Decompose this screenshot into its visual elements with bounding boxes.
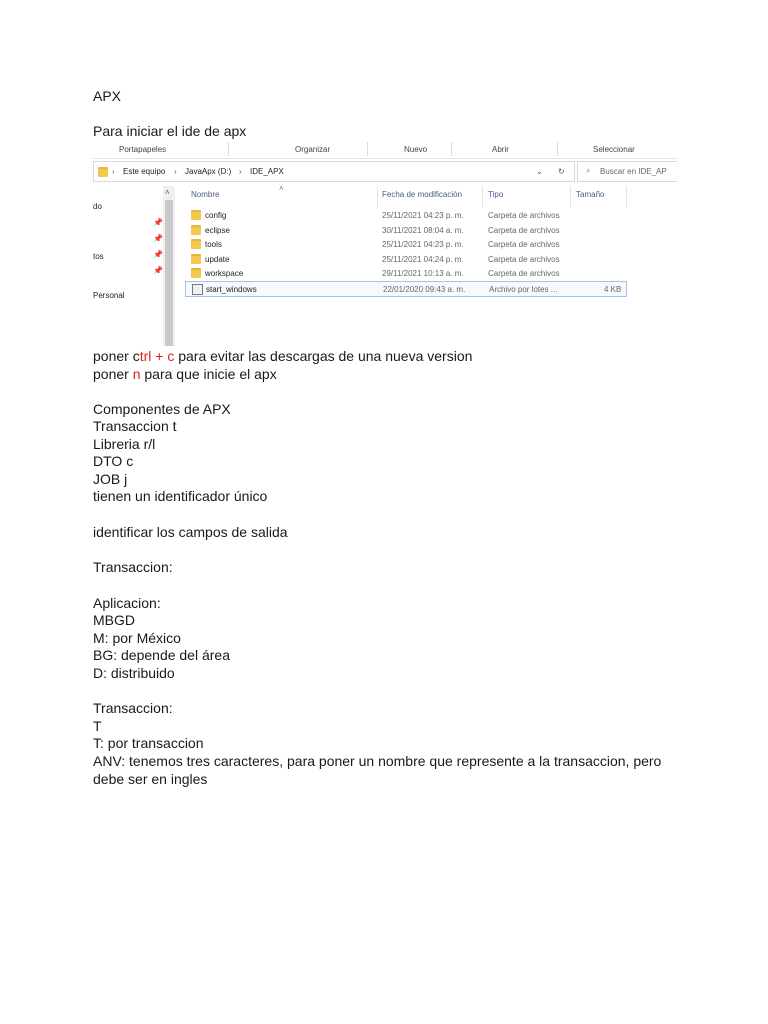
n-text-a: poner: [93, 366, 133, 382]
file-row[interactable]: [185, 223, 625, 237]
pin-icon: 📌: [153, 266, 163, 275]
search-input[interactable]: Buscar en IDE_AP: [600, 167, 667, 176]
file-date: 25/11/2021 04:23 p. m.: [382, 211, 464, 220]
file-name: workspace: [205, 269, 244, 279]
breadcrumb-javaapx[interactable]: JavaApx (D:): [185, 167, 232, 176]
scroll-up-icon[interactable]: ˄: [165, 188, 170, 197]
n-instruction: [93, 366, 277, 383]
column-header-nombre[interactable]: Nombre: [191, 190, 220, 199]
file-date: 25/11/2021 04:24 p. m.: [382, 254, 464, 264]
ctrl-c-instruction: [93, 348, 472, 365]
file-type: Archivo por lotes ...: [489, 285, 558, 294]
file-type: Carpeta de archivos: [488, 211, 560, 220]
file-row[interactable]: [185, 281, 627, 297]
transaccion-line: T: [93, 718, 102, 734]
ribbon-group-seleccionar[interactable]: Seleccionar: [593, 145, 635, 154]
transaccion-line: debe ser en ingles: [93, 771, 208, 787]
file-name: update: [205, 254, 230, 264]
file-row[interactable]: [185, 208, 625, 222]
file-name: start_windows: [206, 285, 257, 294]
file-date: 25/11/2021 04:23 p. m.: [382, 240, 464, 250]
componente-item: DTO c: [93, 453, 134, 469]
componentes-heading: Componentes de APX: [93, 401, 231, 417]
nav-item[interactable]: tos: [93, 252, 104, 261]
n-text-highlight: n: [132, 366, 141, 382]
refresh-icon[interactable]: ↻: [558, 167, 565, 176]
chevron-right-icon: ›: [112, 167, 115, 176]
sort-up-icon: ˄: [279, 184, 284, 193]
file-row[interactable]: [185, 252, 625, 266]
breadcrumb-este-equipo[interactable]: Este equipo: [123, 167, 166, 176]
address-bar[interactable]: [93, 161, 575, 182]
file-type: Carpeta de archivos: [488, 225, 560, 235]
transaccion-heading-2: Transaccion:: [93, 700, 173, 716]
folder-icon: [98, 167, 108, 177]
aplicacion-line: MBGD: [93, 612, 135, 628]
aplicacion-line: M: por México: [93, 630, 181, 646]
pin-icon: 📌: [153, 234, 163, 243]
file-name: config: [205, 211, 227, 220]
chevron-right-icon: ›: [239, 167, 242, 176]
file-size: 4 KB: [604, 285, 622, 294]
ribbon-group-portapapeles[interactable]: Portapapeles: [119, 145, 167, 154]
aplicacion-line: BG: depende del área: [93, 647, 230, 663]
ribbon-group-nuevo[interactable]: Nuevo: [404, 145, 428, 154]
n-text-c: para que inicie el apx: [140, 366, 277, 382]
column-header-tamano[interactable]: Tamaño: [576, 190, 605, 199]
file-type: Carpeta de archivos: [488, 269, 560, 279]
pin-icon: 📌: [153, 250, 163, 259]
nav-scrollbar[interactable]: [163, 186, 175, 346]
componente-item: Transaccion t: [93, 418, 177, 434]
transaccion-heading-1: Transaccion:: [93, 559, 173, 575]
componente-item: Libreria r/l: [93, 436, 156, 452]
column-header-tipo[interactable]: Tipo: [488, 190, 504, 199]
folder-icon: [191, 268, 201, 280]
ribbon: [93, 140, 677, 159]
search-box[interactable]: [577, 161, 677, 182]
scrollbar-thumb[interactable]: [165, 200, 173, 346]
folder-icon: [191, 210, 201, 222]
file-type: Carpeta de archivos: [488, 240, 560, 250]
transaccion-line: ANV: tenemos tres caracteres, para poner un nombre que represente a la transaccion, pero: [93, 753, 662, 769]
aplicacion-heading: Aplicacion:: [93, 595, 161, 611]
nav-item[interactable]: do: [93, 202, 102, 211]
folder-icon: [191, 225, 201, 237]
ctrl-c-text-c: para evitar las descargas de una nueva version: [174, 348, 473, 364]
pin-icon: 📌: [153, 218, 163, 227]
file-row[interactable]: [185, 266, 625, 280]
chevron-down-icon[interactable]: ⌄: [536, 167, 543, 176]
file-date: 30/11/2021 08:04 a. m.: [382, 225, 464, 235]
column-header-fecha[interactable]: Fecha de modificación: [382, 190, 463, 199]
intro-text: Para iniciar el ide de apx: [93, 123, 247, 139]
file-explorer-screenshot: [93, 140, 677, 346]
file-name: eclipse: [205, 225, 230, 235]
ctrl-c-text-a: poner c: [93, 348, 140, 364]
ribbon-group-organizar[interactable]: Organizar: [295, 145, 331, 154]
ctrl-c-text-highlight: trl + c: [139, 348, 175, 364]
doc-title: APX: [93, 88, 122, 104]
aplicacion-line: D: distribuido: [93, 665, 175, 681]
search-icon: ⌕: [586, 166, 591, 175]
folder-icon: [191, 254, 201, 266]
file-date: 22/01/2020 09:43 a. m.: [383, 285, 466, 294]
file-row[interactable]: [185, 237, 625, 251]
breadcrumb-ide-apx[interactable]: IDE_APX: [250, 167, 284, 176]
chevron-right-icon: ›: [174, 167, 177, 176]
componente-note: tienen un identificador único: [93, 488, 268, 504]
file-type: Carpeta de archivos: [488, 254, 560, 264]
file-date: 29/11/2021 10:13 a. m.: [382, 269, 464, 279]
batch-file-icon: [192, 284, 203, 295]
ribbon-group-abrir[interactable]: Abrir: [492, 145, 509, 154]
transaccion-line: T: por transaccion: [93, 735, 204, 751]
file-name: tools: [205, 240, 222, 250]
campos-text: identificar los campos de salida: [93, 524, 288, 540]
folder-icon: [191, 239, 201, 251]
componente-item: JOB j: [93, 471, 128, 487]
nav-item[interactable]: Personal: [93, 291, 125, 300]
